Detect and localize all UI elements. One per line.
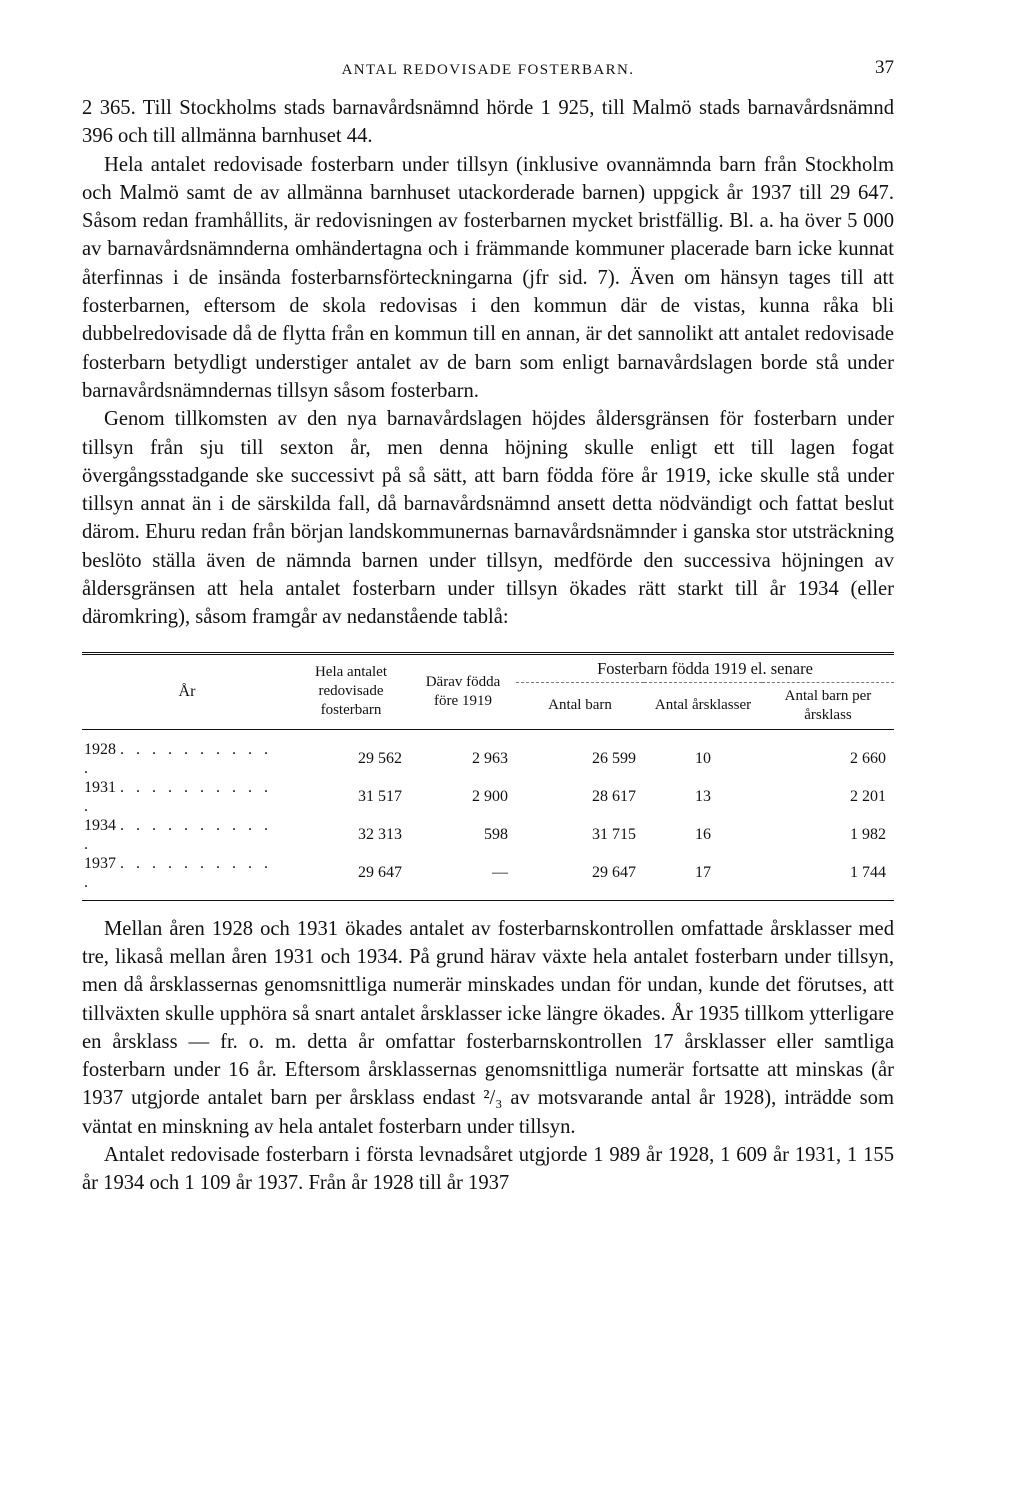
header-per-class: Antal barn per årsklass (784, 687, 872, 723)
table-row (82, 729, 894, 778)
dot-leader: . . . . . . . . . . . (84, 740, 272, 777)
per-class-cell: 2 201 (850, 788, 886, 806)
year-cell: 1928 (84, 740, 116, 758)
header-total: Hela antalet redovisade fosterbarn (314, 664, 388, 719)
table-row (82, 854, 894, 900)
classes-cell: 17 (695, 864, 711, 882)
paragraph-3: Genom tillkomsten av den nya barnavårdslagen höjdes åldersgränsen för fosterbarn under tillsyn från sju till sexton år, men denna höjning skulle enligt ett till lagen fogat övergångsstadgande ske successivt på så sätt, att barn födda före år 1919, icke skulle stå under tillsyn annat än i de särskilda fall, då barnavårdsnämnd ansett detta nödvändigt och fattat beslut därom. Ehuru redan från början landskommunernas barnavårdsnämnder i ganska stor utsträckning beslöto ställa även de nämnda barnen under tillsyn, medförde den successiva höjningen av åldersgränsen att hela antalet fosterbarn under tillsyn ökades rätt starkt till år 1934 (eller däromkring), såsom framgår av nedanstående tablå: (82, 408, 894, 629)
total-cell: 31 517 (358, 788, 402, 806)
paragraph-4: Mellan åren 1928 och 1931 ökades antalet av fosterbarnskontrollen omfattade årsklasser med tre, likaså mellan åren 1931 och 1934. På grund härav växte hela antalet fosterbarn under tillsyn, men då årsklassernas genomsnittliga numerär minskades undan för undan, kunde det förutses, att tillväxten skulle upphöra så snart antalet årsklasser icke längre ökades. År 1935 tillkom ytterligare en årsklass — fr. o. m. detta år omfattar fosterbarnskontrollen 17 årsklasser eller samtliga fosterbarn under 16 år. Eftersom årsklassernas genomsnittliga numerär fortsatte att minskas (år 1937 utgjorde antalet barn per årsklass endast ²/₃ av motsvarande antal år 1928), inträdde som väntat en minskning av hela antalet fosterbarn under tillsyn. (82, 917, 894, 1138)
per-class-cell: 1 744 (850, 864, 886, 882)
per-class-cell: 2 660 (850, 750, 886, 768)
header-before-1919: Därav födda före 1919 (425, 673, 501, 709)
paragraph-5: Antalet redovisade fosterbarn i första levnadsåret utgjorde 1 989 år 1928, 1 609 år 1931, 1 155 år 1934 och 1 109 år 1937. Från år 1928 till år 1937 (82, 1144, 894, 1195)
total-cell: 29 562 (358, 750, 402, 768)
page-header (82, 52, 894, 80)
before-1919-cell: — (492, 864, 508, 882)
header-children: Antal barn (548, 697, 612, 714)
running-head: ANTAL REDOVISADE FOSTERBARN. (341, 62, 635, 78)
paragraph-2: Hela antalet redovisade fosterbarn under tillsyn (inklusive ovannämnda barn från Stockholm och Malmö samt de av allmänna barnhuset utackorderade barnen) uppgick år 1937 till 29 647. Såsom redan framhållits, är redovisningen av fosterbarnen mycket bristfällig. Bl. a. ha över 5 000 av barnavårdsnämnderna omhändertagna och i främmande kommuner placerade barn icke kunnat återfinnas i de insända fosterbarnsförteckningarna (jfr sid. 7). Även om hänsyn tages till att fosterbarnen, eftersom de skola redovisas i den kommun där de vistas, kunna råka bli dubbelredovisade då de flytta från en kommun till en annan, är det sannolikt att antalet redovisade fosterbarn betydligt understiger antalet av de barn som enligt barnavårdslagen borde stå under barnavårdsnämndernas tillsyn såsom fosterbarn. (82, 153, 894, 402)
statistics-table-frame (82, 652, 894, 901)
children-cell: 28 617 (592, 788, 636, 806)
before-1919-cell: 2 900 (472, 788, 508, 806)
header-year: År (178, 683, 196, 701)
dot-leader: . . . . . . . . . . . (84, 816, 272, 853)
paragraph-1: 2 365. Till Stockholms stads barnavårdsnämnd hörde 1 925, till Malmö stads barnavårdsnämnd 396 och till allmänna barnhuset 44. (82, 97, 894, 148)
document-page (82, 52, 894, 1198)
total-cell: 29 647 (358, 864, 402, 882)
classes-cell: 16 (695, 826, 711, 844)
header-classes: Antal årsklasser (654, 697, 752, 714)
children-cell: 29 647 (592, 864, 636, 882)
total-cell: 32 313 (358, 826, 402, 844)
before-1919-cell: 2 963 (472, 750, 508, 768)
table-row (82, 778, 894, 816)
dot-leader: . . . . . . . . . . . (84, 778, 272, 815)
per-class-cell: 1 982 (850, 826, 886, 844)
table-row (82, 816, 894, 854)
year-cell: 1931 (84, 778, 116, 796)
year-cell: 1937 (84, 854, 116, 872)
classes-cell: 10 (695, 750, 711, 768)
dot-leader: . . . . . . . . . . . (84, 854, 272, 891)
classes-cell: 13 (695, 788, 711, 806)
year-cell: 1934 (84, 816, 116, 834)
statistics-table (82, 655, 894, 900)
header-group: Fosterbarn födda 1919 el. senare (516, 655, 894, 683)
page-number: 37 (875, 57, 894, 78)
children-cell: 26 599 (592, 750, 636, 768)
before-1919-cell: 598 (484, 826, 508, 844)
children-cell: 31 715 (592, 826, 636, 844)
